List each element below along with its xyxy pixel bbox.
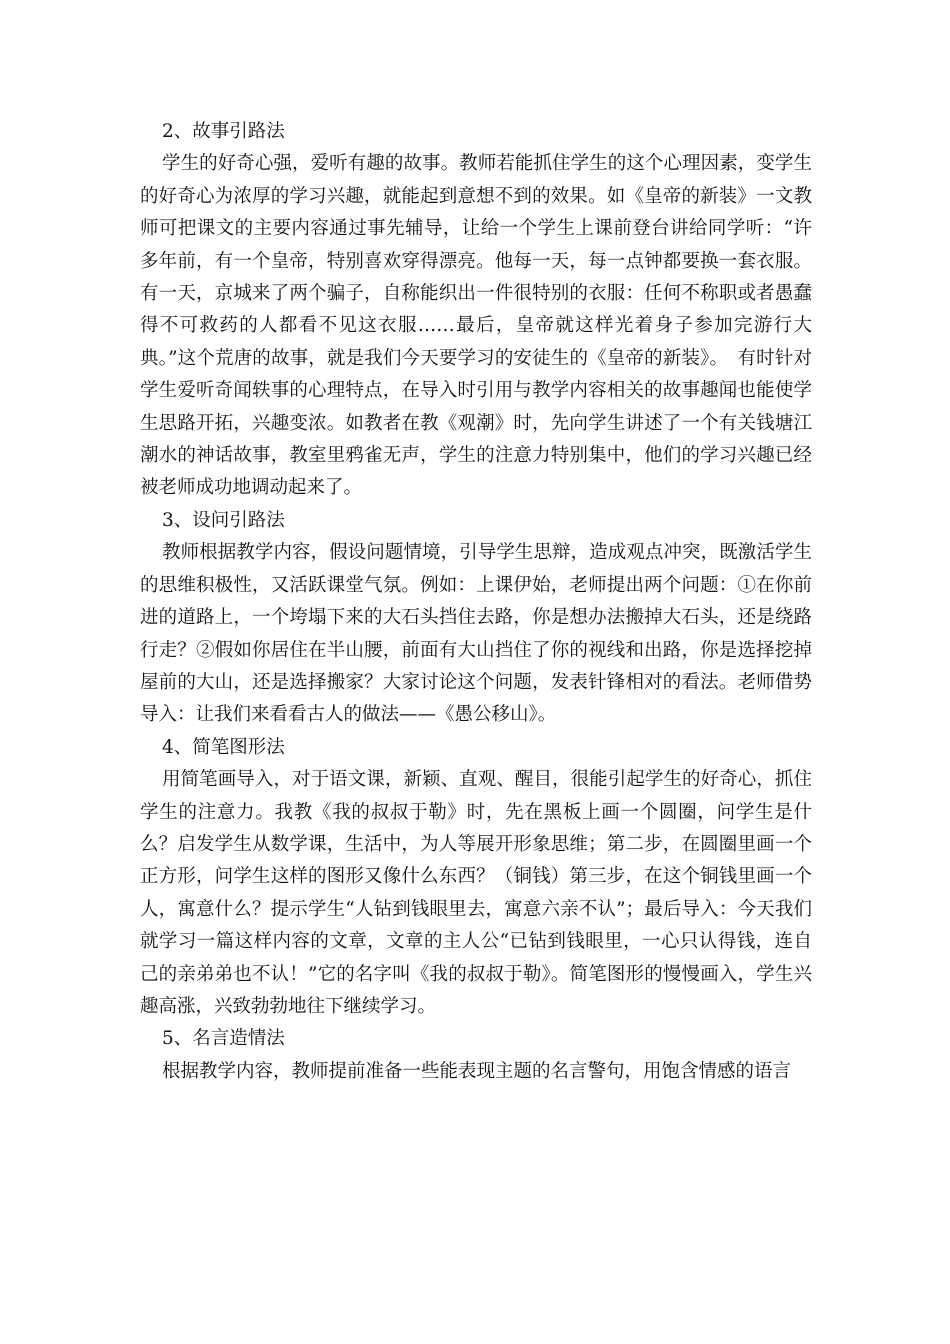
- section-paragraph: 学生的好奇心强，爱听有趣的故事。教师若能抓住学生的这个心理因素，变学生的好奇心为浓厚的学习兴趣，就能起到意想不到的效果。如《皇帝的新装》一文教师可把课文的主要内容通过事先辅导，让给一个学生上课前登台讲给同学听：“许多年前，有一个皇帝，特别喜欢穿得漂亮。他每一天，每一点钟都要换一套衣服。有一天，京城来了两个骗子，自称能织出一件很特别的衣服：任何不称职或者愚蠢得不可救药的人都看不见这衣服……最后，皇帝就这样光着身子参加完游行大典。”这个荒唐的故事，就是我们今天要学习的安徒生的《皇帝的新装》。 有时针对学生爱听奇闻轶事的心理特点，在导入时引用与教学内容相关的故事趣闻也能使学生思路开拓，兴趣变浓。如教者在教《观潮》时，先向学生讲述了一个有关钱塘江潮水的神话故事，教室里鸦雀无声，学生的注意力特别集中，他们的学习兴趣已经被老师成功地调动起来了。: [140, 153, 812, 499]
- section-heading: 3、设问引路法: [162, 509, 285, 531]
- section-heading: 4、简笔图形法: [162, 736, 285, 758]
- section-heading: 2、故事引路法: [162, 121, 285, 142]
- section-heading: 5、名言造情法: [162, 1028, 285, 1050]
- section-paragraph: 用简笔画导入，对于语文课，新颖、直观、醒目，很能引起学生的好奇心，抓住学生的注意力。我教《我的叔叔于勒》时，先在黑板上画一个圆圈，问学生是什么？启发学生从数学课，生活中，为人等展开形象思维；第二步，在圆圈里画一个正方形，问学生这样的图形又像什么东西？（铜钱）第三步，在这个铜钱里画一个人，寓意什么？提示学生“人钻到钱眼里去，寓意六亲不认”；最后导入：今天我们就学习一篇这样内容的文章，文章的主人公“已钻到钱眼里，一心只认得钱，连自己的亲弟弟也不认！”它的名字叫《我的叔叔于勒》。简笔图形的慢慢画入，学生兴趣高涨，兴致勃勃地往下继续学习。: [140, 769, 812, 1017]
- section-paragraph: 根据教学内容，教师提前准备一些能表现主题的名言警句，用饱含情感的语言: [162, 1060, 792, 1082]
- document-body: [140, 116, 812, 1088]
- section-paragraph: 教师根据教学内容，假设问题情境，引导学生思辩，造成观点冲突，既激活学生的思维积极性，又活跃课堂气氛。例如：上课伊始，老师提出两个问题：①在你前进的道路上，一个垮塌下来的大石头挡住去路，你是想办法搬掉大石头，还是绕路行走？②假如你居住在半山腰，前面有大山挡住了你的视线和出路，你是选择挖掉屋前的大山，还是选择搬家？大家讨论这个问题，发表针锋相对的看法。老师借势导入：让我们来看看古人的做法——《愚公移山》。: [140, 542, 812, 726]
